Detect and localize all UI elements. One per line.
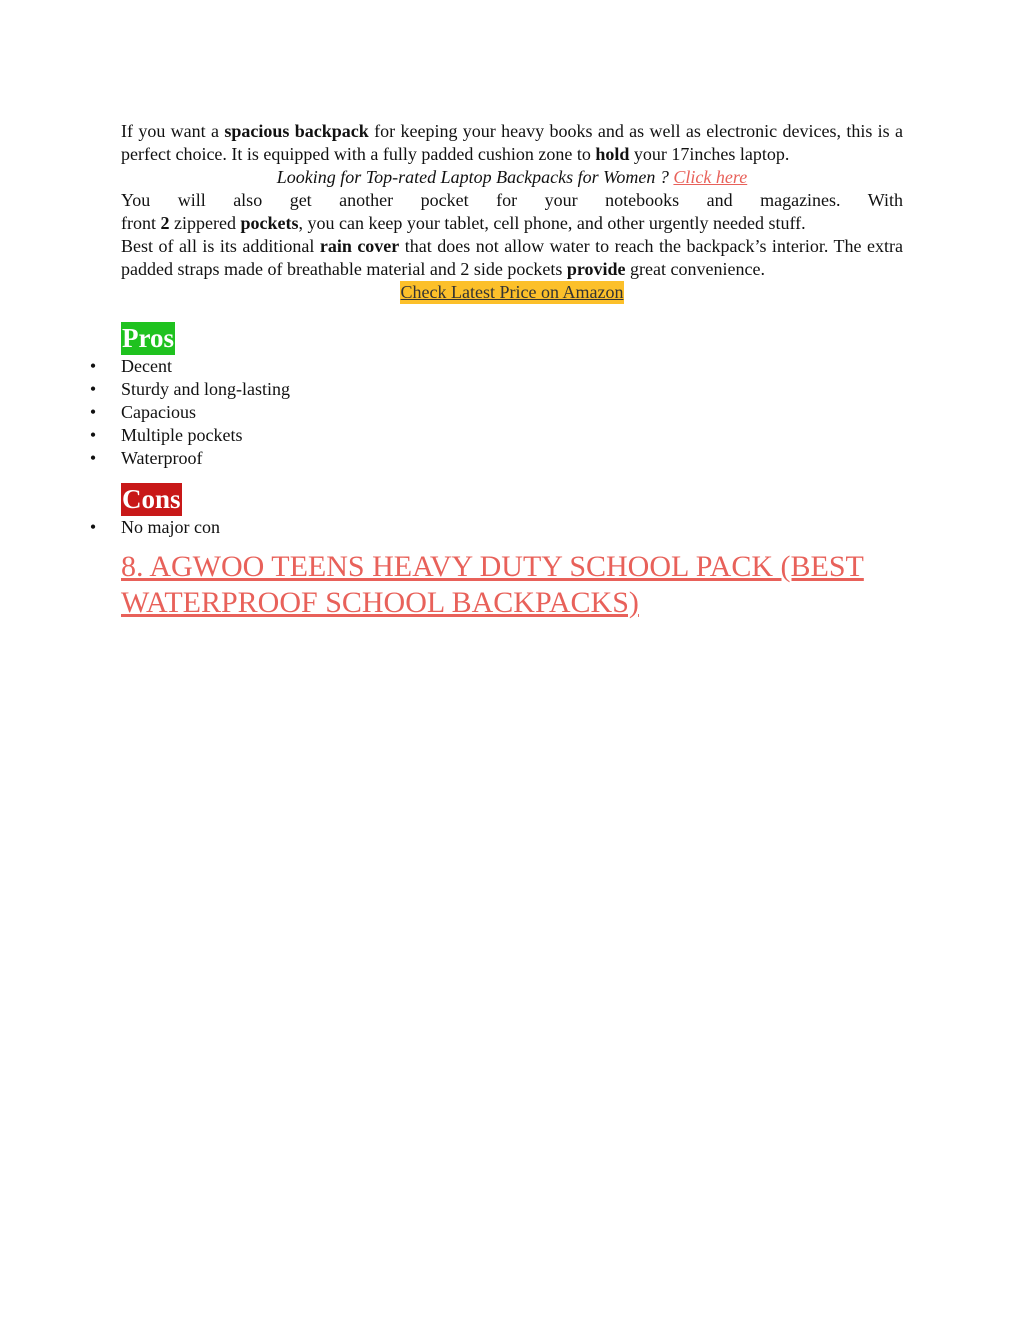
pockets-text-line1: You will also get another pocket for your notebooks and magazines. With — [121, 190, 903, 210]
bullet-icon: • — [89, 448, 97, 468]
check-price-amazon-button[interactable]: Check Latest Price on Amazon — [400, 282, 624, 302]
pockets-line-2 — [121, 212, 903, 235]
pros-item-label: Capacious — [121, 402, 196, 422]
click-here-link[interactable]: Click here — [673, 167, 748, 187]
pockets-text-1: front — [121, 213, 161, 233]
pros-item-label: Decent — [121, 356, 172, 376]
list-item — [88, 355, 903, 378]
list-item — [88, 447, 903, 470]
rain-text-3: great convenience. — [625, 259, 765, 279]
pros-list — [88, 355, 903, 470]
cons-list — [88, 516, 903, 539]
pockets-text-3: , you can keep your tablet, cell phone, and other urgently needed stuff. — [298, 213, 806, 233]
bullet-icon: • — [89, 356, 97, 376]
list-item — [88, 378, 903, 401]
bullet-icon: • — [89, 402, 97, 422]
rain-bold-cover: rain cover — [319, 236, 400, 256]
bullet-icon: • — [89, 517, 97, 537]
article-body — [89, 120, 904, 621]
bullet-icon: • — [89, 379, 97, 399]
rain-text-1: Best of all is its additional — [121, 236, 320, 256]
pockets-line-1 — [121, 189, 903, 212]
promo-text: Looking for Top-rated Laptop Backpacks for Women ? — [276, 167, 674, 187]
intro-bold-hold: hold — [595, 144, 630, 164]
list-item — [88, 424, 903, 447]
pockets-text-2: zippered — [169, 213, 241, 233]
pros-item-label: Waterproof — [121, 448, 203, 468]
pockets-bold-pockets: pockets — [240, 213, 299, 233]
bullet-icon: • — [89, 425, 97, 445]
promo-line — [121, 166, 903, 189]
list-item — [88, 401, 903, 424]
pros-item-label: Multiple pockets — [121, 425, 243, 445]
intro-text-1: If you want a — [121, 121, 225, 141]
list-item — [88, 516, 903, 539]
pros-item-label: Sturdy and long-lasting — [121, 379, 290, 399]
cons-item-label: No major con — [121, 517, 220, 537]
amazon-line — [121, 281, 903, 304]
next-product-heading-link[interactable]: 8. AGWOO TEENS HEAVY DUTY SCHOOL PACK (BEST WATERPROOF SCHOOL BACKPACKS) — [121, 550, 864, 619]
rain-cover-paragraph — [121, 235, 903, 281]
rain-bold-provide: provide — [566, 259, 626, 279]
intro-paragraph — [121, 120, 903, 166]
pockets-bold-2: 2 — [160, 213, 170, 233]
pros-heading: Pros — [122, 323, 174, 353]
intro-text-2: for keeping your heavy books and as well as electronic devices, this is a perfect choice. It is equipped with a fully padded cushion zone to — [121, 121, 904, 164]
cons-heading: Cons — [122, 484, 181, 514]
intro-bold-spacious: spacious backpack — [224, 121, 369, 141]
rain-text-2: that does not allow water to reach the backpack’s interior. The extra padded straps made of breathable material and 2 side pockets — [121, 236, 903, 279]
intro-text-3: your 17inches laptop. — [629, 144, 790, 164]
